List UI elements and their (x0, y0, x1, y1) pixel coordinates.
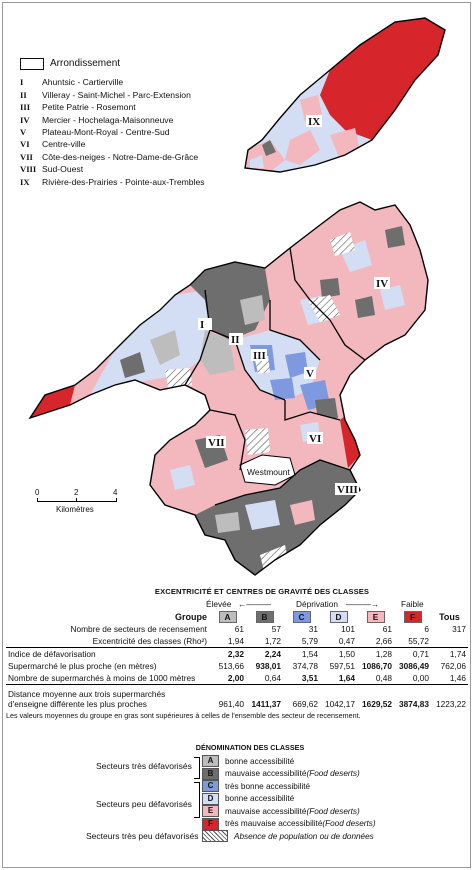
class-row-f (202, 818, 410, 831)
cell-d: 1042,17 (325, 698, 355, 709)
cell-e: 1,28 (357, 648, 394, 661)
legend-title: Arrondissement (50, 58, 121, 69)
row-label: Excentricité des classes (Rho²) (92, 636, 207, 646)
cell-c: 1,54 (283, 648, 320, 661)
class-row-b (202, 768, 410, 781)
class-statistics-table (6, 587, 468, 720)
deprivation-low: Faible (401, 599, 424, 609)
cell-b: 0,64 (264, 673, 281, 683)
scale-bar (30, 488, 130, 518)
group-label-tres-defavorises: Secteurs très défavorisés (96, 761, 192, 771)
cell-d: 1,64 (338, 673, 355, 683)
row-label (6, 685, 209, 709)
class-swatch: A (202, 755, 219, 767)
cell-e: 2,66 (375, 636, 392, 646)
table-row (6, 685, 468, 709)
group-label-tres-peu-defavorises: Secteurs très peu défavorisés (86, 831, 199, 841)
row-label: Nombre de supermarchés à moins de 1000 mètres (8, 673, 196, 683)
arrondissement-number: V (20, 127, 27, 138)
group-d-header: D (330, 611, 348, 623)
arrondissement-name: Centre-ville (42, 139, 86, 150)
table-row (6, 660, 468, 672)
class-description-suffix: (Food deserts) (306, 806, 360, 816)
denomination-title: DÉNOMINATION DES CLASSES (195, 743, 305, 752)
arrondissement-name: Petite Patrie - Rosemont (42, 102, 136, 113)
cell-all: 1,46 (449, 673, 466, 683)
arrondissement-number: III (20, 102, 31, 113)
cell-f: 3874,83 (399, 698, 429, 709)
cell-d: 597,51 (329, 661, 355, 671)
map-label-viii: VIII (337, 484, 358, 496)
map-label-vi: VI (309, 433, 322, 445)
class-description: bonne accessibilité (225, 756, 295, 766)
cell-a: 513,66 (218, 661, 244, 671)
cell-e: 61 (382, 624, 392, 634)
cell-f: 6 (424, 624, 429, 634)
map-label-ix: IX (308, 116, 321, 128)
cell-e: 1086,70 (362, 661, 392, 671)
cell-d: 0,47 (338, 636, 355, 646)
table-title: EXCENTRICITÉ ET CENTRES DE GRAVITÉ DES CLASSES (154, 587, 370, 596)
arrondissement-name: Villeray - Saint-Michel - Parc-Extension (42, 89, 191, 100)
class-description-suffix: (Food deserts) (322, 819, 376, 829)
cell-a: 961,40 (218, 698, 244, 709)
row-label-line2: d'enseigne différente les plus proches (8, 698, 147, 709)
class-description: très mauvaise accessibilité (225, 819, 323, 829)
table-row (6, 635, 468, 648)
table-note: Les valeurs moyennes du groupe en gras sont supérieures à celles de l'ensemble des secteur de recensement. (6, 710, 361, 720)
map-label-vii: VII (208, 437, 225, 449)
cell-all: 317 (452, 624, 466, 634)
arrondissement-name: Mercier - Hochelaga-Maisonneuve (42, 114, 174, 125)
class-description: mauvaise accessibilité (225, 806, 307, 816)
table-header-row (6, 611, 468, 623)
arrondissement-number: VIII (20, 164, 37, 175)
arrondissement-number: VII (20, 151, 33, 162)
class-row-a (202, 755, 410, 768)
cell-all: 762,06 (440, 661, 466, 671)
cell-a: 1,94 (227, 636, 244, 646)
class-denomination-legend (86, 743, 410, 843)
cell-e: 0,48 (375, 673, 392, 683)
main-districts-sectors (20, 200, 440, 585)
scale-unit: Kilomètres (56, 505, 94, 514)
class-description: mauvaise accessibilité (225, 769, 307, 779)
row-label: Supermarché le plus proche (en mètres) (8, 661, 157, 671)
cell-all (431, 635, 468, 648)
cell-a: 61 (234, 624, 244, 634)
cell-c: 5,79 (301, 636, 318, 646)
map-label-iii: III (253, 350, 266, 362)
cell-a: 2,32 (209, 648, 246, 661)
hatched-description: Absence de population ou de données (234, 831, 374, 841)
class-swatch: B (202, 768, 219, 780)
class-row-hatched (202, 830, 410, 843)
cell-f: 0,00 (412, 673, 429, 683)
all-header: Tous (439, 612, 460, 622)
cell-d: 1,50 (320, 648, 357, 661)
class-description: très bonne accessibilité (225, 781, 311, 791)
cell-f: 55,72 (408, 636, 429, 646)
class-description-suffix: (Food deserts) (306, 769, 360, 779)
class-row-d (202, 793, 410, 806)
map-label-i: I (200, 319, 205, 331)
group-e-header: E (367, 611, 385, 623)
cell-c: 374,78 (292, 661, 318, 671)
deprivation-high: Élevée (206, 599, 232, 609)
scale-tick-2: 2 (74, 488, 79, 497)
cell-b: 1,72 (264, 636, 281, 646)
deprivation-label: Déprivation (296, 599, 338, 609)
arrondissement-name: Ahuntsic - Cartierville (42, 77, 124, 88)
class-swatch: C (202, 780, 219, 792)
cell-all: 1223,22 (436, 698, 466, 709)
cell-b: 1411,37 (251, 698, 281, 709)
cell-a: 2,00 (227, 673, 244, 683)
scale-tick-4: 4 (113, 488, 118, 497)
arrondissement-number: IX (20, 176, 30, 187)
map-label-v: V (306, 368, 314, 380)
class-swatch: E (202, 805, 219, 817)
arrondissement-name: Côte-des-neiges - Notre-Dame-de-Grâce (42, 151, 199, 162)
cell-c: 31 (308, 624, 318, 634)
group-b-header: B (256, 611, 274, 623)
map-label-ii: II (231, 334, 240, 346)
group-header: Groupe (174, 612, 207, 622)
arrondissement-number: VI (20, 139, 30, 150)
cell-c: 669,62 (292, 698, 318, 709)
group-label-peu-defavorises: Secteurs peu défavorisés (96, 799, 192, 809)
class-swatch: F (202, 818, 219, 830)
row-label-line1: Distance moyenne aux trois supermarchés (8, 688, 166, 699)
group-a-header: A (219, 611, 237, 623)
class-swatch: D (202, 793, 219, 805)
cell-f: 0,71 (394, 648, 431, 661)
cell-all: 1,74 (431, 648, 468, 661)
table-row (6, 648, 468, 661)
cell-b: 2,24 (246, 648, 283, 661)
cell-e: 1629,52 (362, 698, 392, 709)
table-row (6, 623, 468, 635)
arrondissement-name: Rivière-des-Prairies - Pointe-aux-Trembles (42, 176, 205, 187)
group-f-header: F (404, 611, 422, 623)
arrondissement-number: I (20, 77, 24, 88)
hatched-swatch (202, 830, 228, 842)
arrondissement-number: IV (20, 114, 30, 125)
arrondissement-name: Plateau-Mont-Royal - Centre-Sud (42, 127, 170, 138)
class-description: bonne accessibilité (225, 794, 295, 804)
class-row-e (202, 805, 410, 818)
cell-d: 101 (341, 624, 355, 634)
map-label-iv: IV (376, 278, 389, 290)
cell-f: 3086,49 (399, 661, 429, 671)
cell-b: 57 (271, 624, 281, 634)
deprivation-axis: Élevée ←——— Déprivation ———→ Faible (206, 599, 424, 609)
group-c-header: C (293, 611, 311, 623)
table-row (6, 672, 468, 685)
map-label-westmount: Westmount (247, 467, 290, 477)
cell-b: 938,01 (255, 661, 281, 671)
arrondissement-number: II (20, 89, 27, 100)
row-label: Indice de défavorisation (6, 648, 209, 661)
scale-tick-0: 0 (35, 488, 40, 497)
row-label: Nombre de secteurs de recensement (70, 624, 207, 634)
arrondissement-name: Sud-Ouest (42, 164, 84, 175)
class-row-c (202, 780, 410, 793)
cell-c: 3,51 (301, 673, 318, 683)
